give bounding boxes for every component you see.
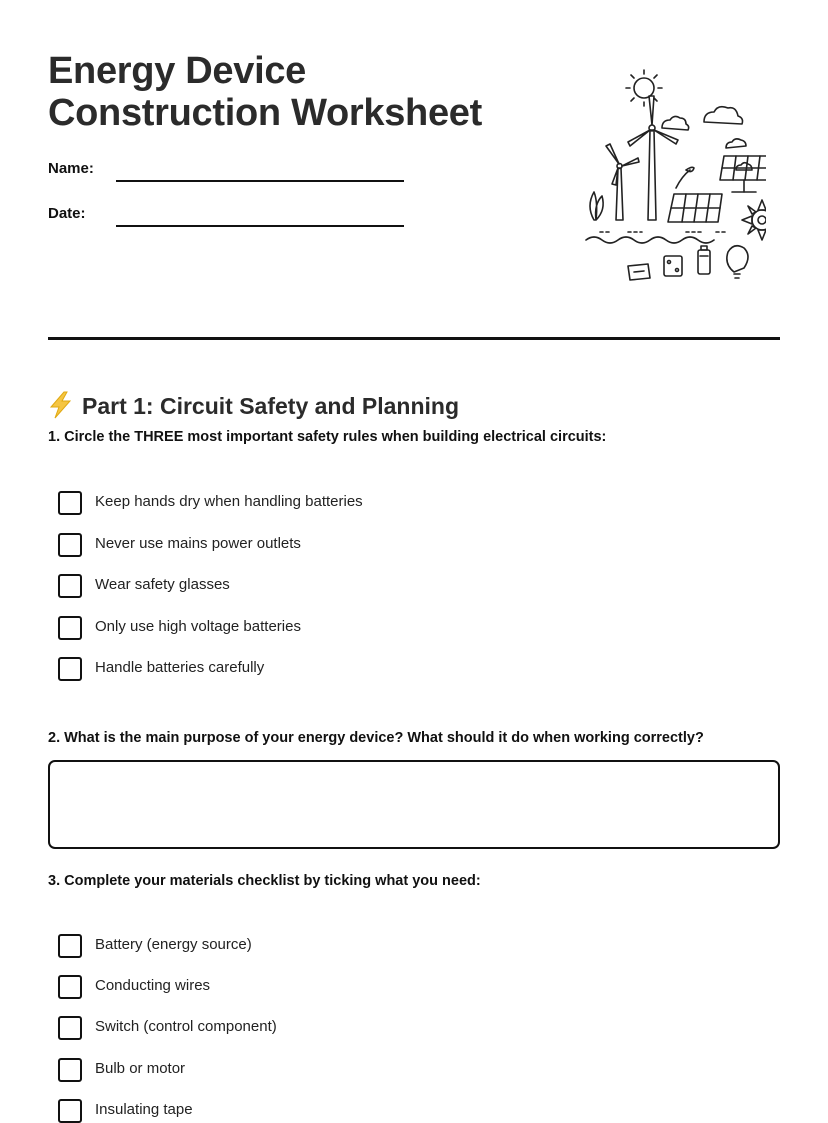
water-waves: [586, 237, 714, 243]
checkbox[interactable]: [58, 975, 82, 999]
plant-icon: [676, 167, 694, 188]
checkbox[interactable]: [58, 657, 82, 681]
battery-icon: [698, 246, 710, 274]
part-1-heading-text: Part 1: Circuit Safety and Planning: [82, 393, 460, 420]
title-line-2: Construction Worksheet: [48, 92, 482, 134]
answer-box[interactable]: [48, 760, 780, 849]
option-label: Battery (energy source): [95, 936, 252, 953]
option-label: Handle batteries carefully: [95, 659, 265, 676]
checkbox[interactable]: [58, 1058, 82, 1082]
question-3-prompt: 3. Complete your materials checklist by ticking what you need:: [48, 873, 481, 889]
light-bulb-icon: [727, 246, 748, 278]
name-line[interactable]: [116, 180, 404, 182]
option-label: Keep hands dry when handling batteries: [95, 493, 363, 510]
name-label: Name:: [48, 160, 94, 177]
option-label: Wear safety glasses: [95, 576, 230, 593]
option-label: Only use high voltage batteries: [95, 618, 301, 635]
part-1-heading: [48, 391, 459, 420]
question-2-prompt: 2. What is the main purpose of your energy device? What should it do when working correctly?: [48, 730, 704, 746]
checkbox[interactable]: [58, 533, 82, 557]
option-label: Insulating tape: [95, 1101, 193, 1118]
option-label: Never use mains power outlets: [95, 535, 301, 552]
option-label: Switch (control component): [95, 1018, 277, 1035]
wind-turbine-icon: [628, 96, 678, 220]
checkbox[interactable]: [58, 1016, 82, 1040]
title-line-1: Energy Device: [48, 50, 307, 92]
checkbox[interactable]: [58, 574, 82, 598]
small-wind-turbine-icon: [606, 144, 639, 220]
question-1-prompt: 1. Circle the THREE most important safety rules when building electrical circuits:: [48, 429, 607, 445]
checkbox[interactable]: [58, 616, 82, 640]
page-title: [48, 50, 482, 134]
checkbox[interactable]: [58, 1099, 82, 1123]
solar-panel-icon: [720, 156, 766, 192]
section-divider: [48, 337, 780, 340]
date-line[interactable]: [116, 225, 404, 227]
solar-panel-icon: [668, 194, 722, 222]
circuit-board-icon: [664, 256, 682, 276]
date-label: Date:: [48, 205, 86, 222]
checkbox[interactable]: [58, 934, 82, 958]
sun-icon: [626, 70, 662, 106]
lightning-icon: [48, 391, 74, 419]
option-label: Bulb or motor: [95, 1060, 186, 1077]
plant-icon: [590, 192, 603, 220]
switch-icon: [628, 264, 650, 280]
option-label: Conducting wires: [95, 977, 211, 994]
water-wheel-icon: [742, 200, 766, 240]
renewable-energy-illustration: [536, 60, 766, 290]
checkbox[interactable]: [58, 491, 82, 515]
